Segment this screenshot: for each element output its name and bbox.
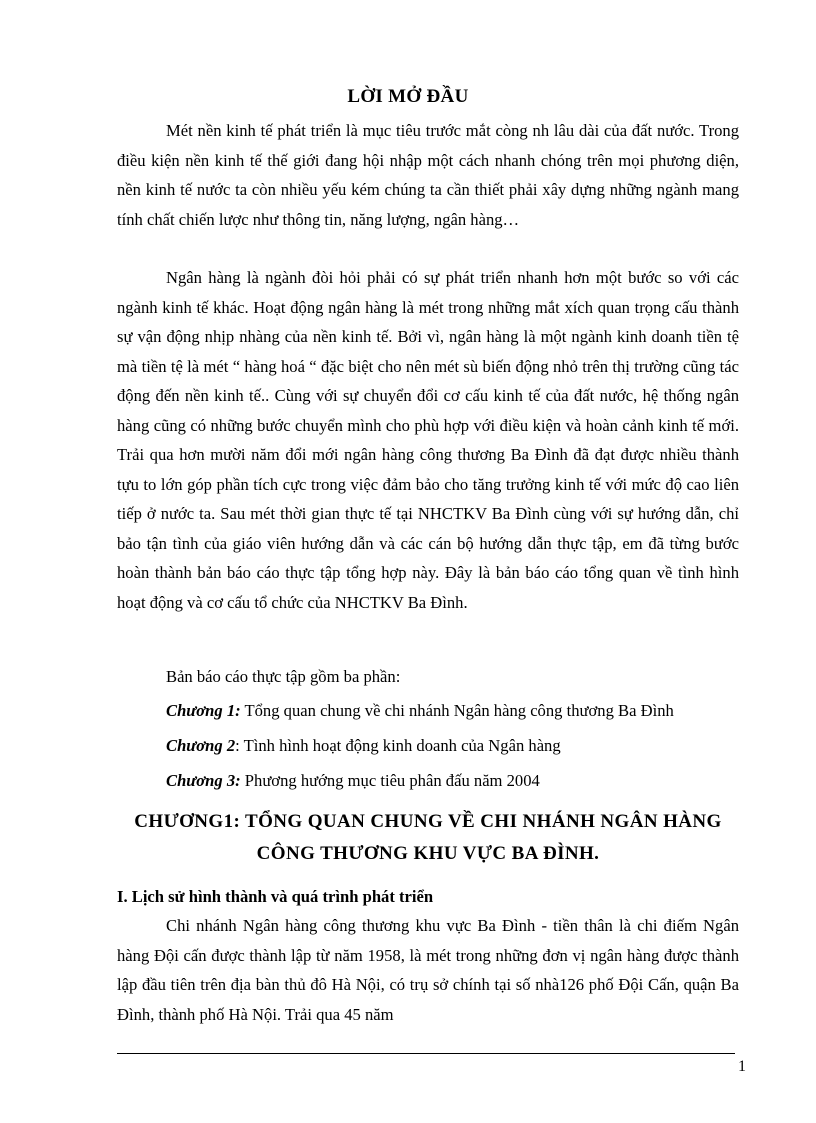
section-heading: I. Lịch sử hình thành và quá trình phát triển <box>117 887 434 906</box>
chapter-text: : Tình hình hoạt động kinh doanh của Ngân hàng <box>235 736 561 755</box>
chapter-list-item <box>166 769 540 793</box>
intro-paragraph-1: Mét nền kinh tế phát triển là mục tiêu trước mắt còng nh lâu dài của đất nước. Trong điều kiện nền kinh tế thế giới đang hội nhập một cách nhanh chóng trên mọi phương diện, nền kinh tế nước ta còn nhiều yếu kém chúng ta cần thiết phải xây dựng những ngành mang tính chất chiến lược như thông tin, năng lượng, ngân hàng… <box>117 121 739 229</box>
section-paragraph: Chi nhánh Ngân hàng công thương khu vực Ba Đình - tiền thân là chi điếm Ngân hàng Đội cấn được thành lập từ năm 1958, là mét trong những đơn vị ngân hàng được thành lập đầu tiên trên địa bàn thủ đô Hà Nội, có trụ sở chính tại số nhà126 phố Đội Cấn, quận Ba Đình, thành phố Hà Nội. Trải qua 45 năm <box>117 916 739 1024</box>
page-title: LỜI MỞ ĐẦU <box>347 86 469 107</box>
chapter-text: Phương hướng mục tiêu phân đấu năm 2004 <box>240 771 540 790</box>
intro-paragraph-2: Ngân hàng là ngành đòi hỏi phải có sự phát triển nhanh hơn một bước so với các ngành kinh tế khác. Hoạt động ngân hàng là mét trong những mắt xích quan trọng cấu thành sự vận động nhịp nhàng của nền kinh tế. Bởi vì, ngân hàng là một ngành kinh doanh tiền tệ mà tiền tệ là mét “ hàng hoá “ đặc biệt cho nên mét sù biến động nhỏ trên thị trường cũng tác động đến nền kinh tế.. Cùng với sự chuyển đổi cơ cấu kinh tế của đất nước, hệ thống ngân hàng cũng có những bước chuyển mình cho phù hợp với điều kiện và hoàn cảnh kinh tế mới. Trải qua hơn mười năm đổi mới ngân hàng công thương Ba Đình đã đạt được nhiều thành tựu to lớn góp phần tích cực trong việc đảm bảo cho tăng trưởng kinh tế với mức độ cao liên tiếp ở nước ta. Sau mét thời gian thực tế tại NHCTKV Ba Đình cùng với sự hướng dẫn, chỉ bảo tận tình của giáo viên hướng dẫn và các cán bộ hướng dẫn thực tập, em đã từng bước hoàn thành bản báo cáo thực tập tổng hợp này. Đây là bản báo cáo tổng quan về tình hình hoạt động và cơ cấu tổ chức của NHCTKV Ba Đình. <box>117 268 739 612</box>
page-number: 1 <box>738 1058 746 1075</box>
chapter-text: Tổng quan chung về chi nhánh Ngân hàng công thương Ba Đình <box>240 701 674 720</box>
chapter-label: Chương 2 <box>166 736 236 755</box>
chapter-label: Chương 1: <box>166 701 241 720</box>
chapter-list-item <box>166 699 674 723</box>
footer-divider <box>117 1053 735 1054</box>
parts-intro: Bản báo cáo thực tập gồm ba phần: <box>166 667 401 686</box>
chapter-heading: CHƯƠNG1: TỔNG QUAN CHUNG VỀ CHI NHÁNH NGÂN HÀNG CÔNG THƯƠNG KHU VỰC BA ĐÌNH. <box>134 811 722 864</box>
chapter-list-item <box>166 734 561 758</box>
chapter-label: Chương 3: <box>166 771 241 790</box>
